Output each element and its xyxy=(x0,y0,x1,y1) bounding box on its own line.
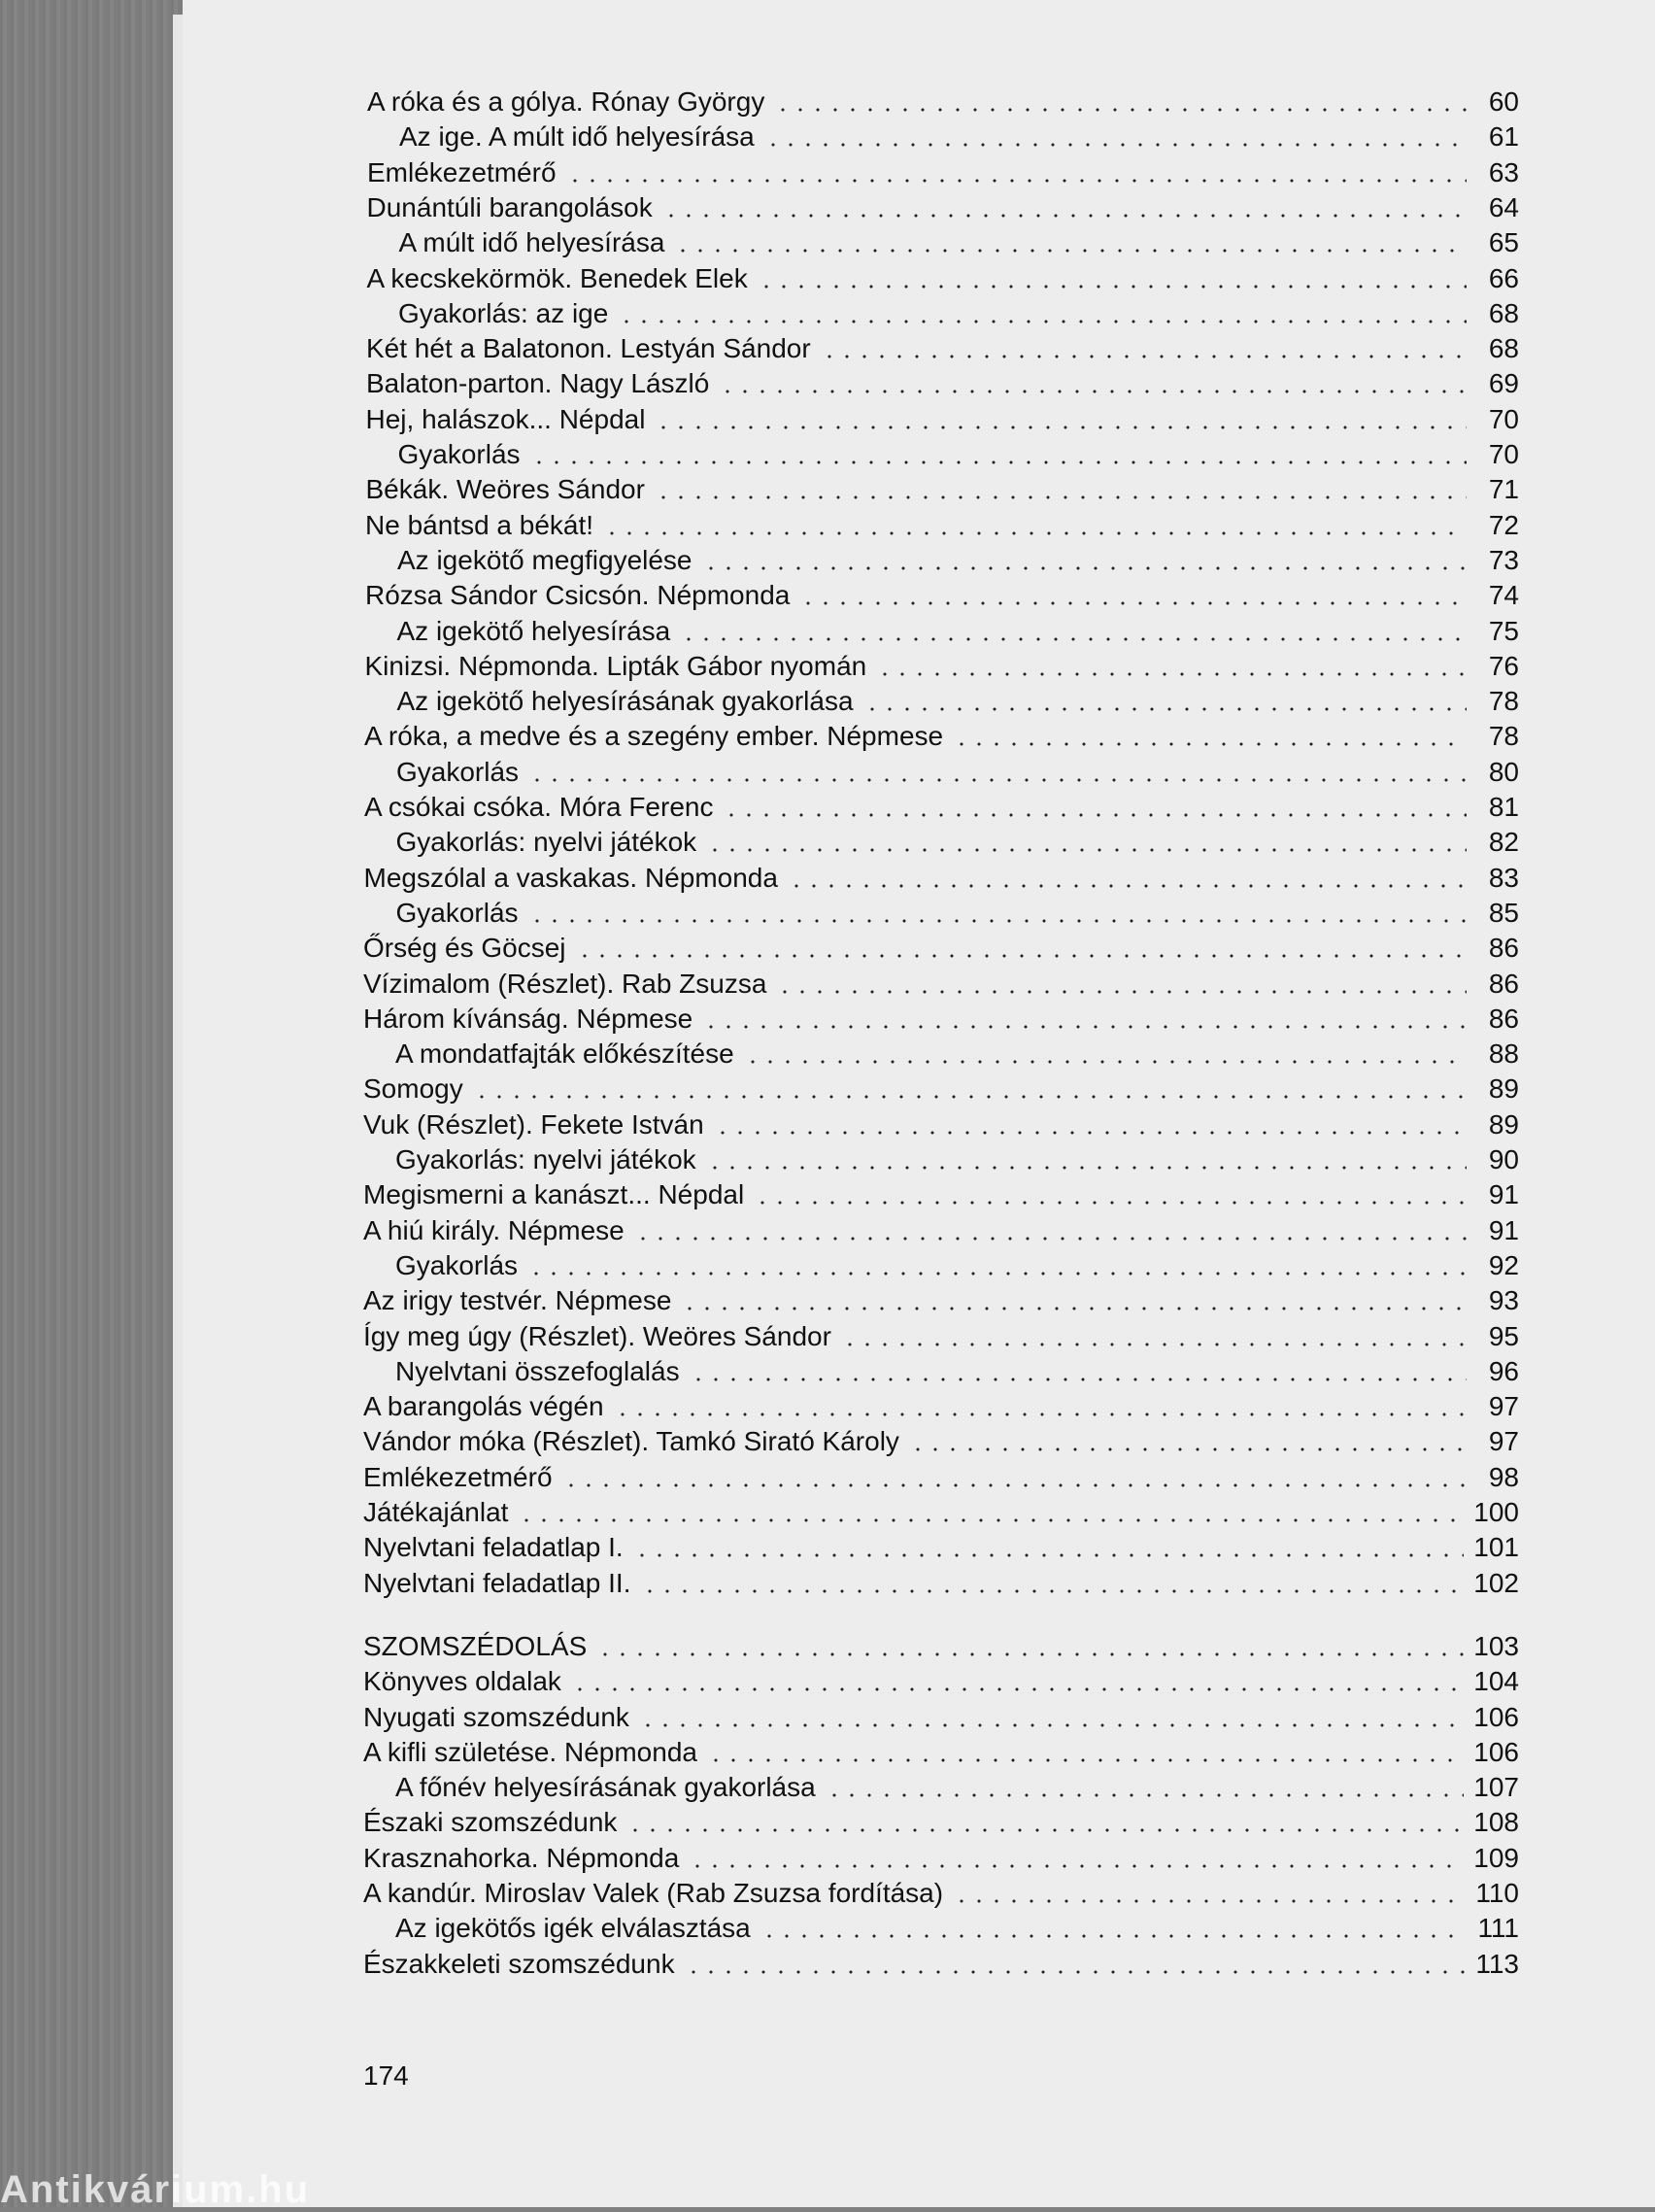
dot-leader xyxy=(702,565,1467,571)
toc-entry xyxy=(367,225,1520,260)
toc-entry xyxy=(365,543,1519,578)
toc-entry xyxy=(363,1876,1519,1911)
dot-leader xyxy=(528,777,1467,783)
toc-entry-page: 70 xyxy=(1488,439,1519,469)
table-of-contents xyxy=(183,0,1655,2207)
toc-entry-title: A róka, a medve és a szegény ember. Népmese xyxy=(364,721,944,752)
toc-entry-page: 80 xyxy=(1488,756,1519,787)
toc-entry-title: Gyakorlás xyxy=(395,1249,519,1280)
toc-entry xyxy=(363,1002,1519,1037)
dot-leader xyxy=(641,1588,1465,1594)
book-page xyxy=(183,0,1655,2207)
toc-entry xyxy=(365,508,1519,543)
toc-entry-page: 90 xyxy=(1488,1144,1519,1174)
toc-entry-title: Nyelvtani feladatlap I. xyxy=(363,1532,624,1563)
page-number: 174 xyxy=(363,2060,409,2091)
toc-entry xyxy=(367,119,1519,154)
toc-entry-title: Megismerni a kanászt... Népdal xyxy=(363,1179,745,1210)
toc-entry xyxy=(365,684,1520,719)
toc-entry xyxy=(363,1213,1519,1248)
toc-entry-title: Az igekötő megfigyelése xyxy=(397,544,692,575)
toc-entry-title: Három kívánság. Népmese xyxy=(363,1003,693,1034)
toc-entry xyxy=(363,1354,1519,1389)
toc-entry-page: 73 xyxy=(1488,544,1519,575)
toc-entry-title: Gyakorlás xyxy=(397,439,521,469)
dot-leader xyxy=(596,1651,1464,1657)
toc-entry-title: Megszólal a vaskakas. Népmonda xyxy=(363,862,778,893)
toc-entry xyxy=(363,967,1519,1002)
toc-entry-page: 100 xyxy=(1473,1497,1519,1527)
toc-entry xyxy=(367,85,1519,119)
toc-entry-title: A múlt idő helyesírása xyxy=(398,227,665,258)
toc-entry-title: Gyakorlás xyxy=(395,897,519,928)
toc-entry-page: 95 xyxy=(1488,1320,1519,1351)
dot-leader xyxy=(662,213,1467,219)
background-surface xyxy=(0,0,185,2207)
toc-entry xyxy=(364,825,1520,860)
dot-leader xyxy=(576,953,1467,959)
toc-entry xyxy=(366,437,1520,472)
toc-entry-title: Hej, halászok... Népdal xyxy=(365,403,646,434)
toc-entry-page: 83 xyxy=(1488,862,1519,893)
toc-entry-title: Gyakorlás: nyelvi játékok xyxy=(395,827,697,858)
toc-entry-title: Kinizsi. Népmonda. Lipták Gábor nyomán xyxy=(364,650,867,681)
toc-entry-page: 109 xyxy=(1473,1842,1519,1873)
toc-entry-page: 68 xyxy=(1488,297,1519,328)
dot-leader xyxy=(821,354,1467,359)
toc-entry-page: 65 xyxy=(1488,227,1519,258)
toc-entry-title: Északkeleti szomszédunk xyxy=(363,1948,675,1979)
toc-entry-page: 106 xyxy=(1473,1736,1519,1767)
toc-entry-page: 107 xyxy=(1473,1772,1519,1803)
toc-entry-title: Gyakorlás: nyelvi játékok xyxy=(395,1144,696,1174)
dot-leader xyxy=(562,1482,1467,1488)
toc-entry-page: 60 xyxy=(1488,86,1519,117)
toc-entry xyxy=(365,649,1520,684)
dot-leader xyxy=(841,1342,1467,1347)
dot-leader xyxy=(799,600,1467,606)
toc-entry-page: 91 xyxy=(1488,1214,1519,1245)
toc-entry-title: Az igekötő helyesírásának gyakorlása xyxy=(396,686,854,717)
dot-leader xyxy=(614,1412,1467,1417)
dot-leader xyxy=(634,1236,1467,1242)
toc-entry-page: 86 xyxy=(1488,1003,1519,1034)
toc-entry-title: Játékajánlat xyxy=(363,1497,509,1527)
toc-entry-page: 71 xyxy=(1488,474,1519,505)
toc-entry xyxy=(363,1911,1519,1946)
toc-entry-page: 101 xyxy=(1473,1532,1519,1563)
dot-leader xyxy=(774,107,1467,113)
toc-entry-title: Békák. Weöres Sándor xyxy=(365,474,645,505)
dot-leader xyxy=(689,1863,1464,1869)
toc-entry xyxy=(367,155,1519,190)
toc-entry xyxy=(366,472,1520,507)
dot-leader xyxy=(788,883,1467,889)
toc-entry-page: 108 xyxy=(1473,1807,1519,1838)
dot-leader xyxy=(626,1827,1464,1833)
dot-leader xyxy=(527,1271,1467,1276)
toc-entry-title: A mondatfajták előkészítése xyxy=(395,1038,734,1070)
dot-leader xyxy=(473,1094,1467,1100)
toc-entry xyxy=(363,1629,1519,1664)
toc-entry-page: 63 xyxy=(1488,156,1519,187)
dot-leader xyxy=(566,178,1467,184)
toc-entry xyxy=(365,578,1519,613)
toc-entry xyxy=(366,402,1520,437)
toc-entry-page: 91 xyxy=(1488,1179,1519,1210)
toc-entry-title: Vízimalom (Részlet). Rab Zsuzsa xyxy=(363,968,767,999)
dot-leader xyxy=(707,1757,1464,1763)
toc-entry-title: Somogy xyxy=(363,1073,463,1105)
dot-leader xyxy=(863,706,1467,712)
toc-entry-page: 74 xyxy=(1488,580,1519,611)
dot-leader xyxy=(702,1024,1467,1030)
toc-entry xyxy=(366,331,1519,366)
toc-entry-title: Nyelvtani összefoglalás xyxy=(395,1355,680,1386)
toc-entry xyxy=(363,1389,1519,1424)
toc-entry-page: 103 xyxy=(1473,1630,1519,1661)
toc-entry-title: Balaton-parton. Nagy László xyxy=(366,368,710,399)
toc-entry-page: 61 xyxy=(1488,121,1519,153)
dot-leader xyxy=(714,1130,1467,1136)
toc-entry-title: Őrség és Göcsej xyxy=(363,933,566,964)
toc-entry xyxy=(364,790,1519,825)
toc-entry-title: Gyakorlás xyxy=(396,756,520,787)
toc-entry xyxy=(364,896,1520,931)
toc-entry-title: Nyelvtani feladatlap II. xyxy=(363,1567,631,1598)
toc-entry-page: 81 xyxy=(1488,792,1519,822)
toc-entry xyxy=(363,1424,1519,1459)
toc-entry xyxy=(363,1072,1519,1106)
dot-leader xyxy=(674,248,1467,254)
dot-leader xyxy=(706,847,1467,853)
toc-entry-title: Dunántúli barangolások xyxy=(366,191,653,222)
toc-entry-title: Északi szomszédunk xyxy=(363,1807,618,1838)
watermark: Antikvárium.hu xyxy=(0,2168,311,2211)
toc-entry-page: 92 xyxy=(1488,1249,1519,1280)
toc-entry-page: 86 xyxy=(1488,968,1519,999)
toc-entry xyxy=(364,755,1519,790)
toc-entry xyxy=(366,296,1519,331)
toc-entry-page: 110 xyxy=(1475,1878,1519,1908)
toc-entry-page: 96 xyxy=(1488,1355,1519,1386)
dot-leader xyxy=(603,530,1467,536)
toc-entry-title: Vándor móka (Részlet). Tamkó Sirató Károly xyxy=(363,1426,899,1457)
toc-entry xyxy=(363,1248,1519,1283)
toc-entry-title: Így meg úgy (Részlet). Weöres Sándor xyxy=(363,1320,831,1351)
toc-entry-title: Az irigy testvér. Népmese xyxy=(363,1285,672,1316)
toc-entry-page: 102 xyxy=(1473,1567,1519,1598)
toc-entry xyxy=(363,1664,1519,1699)
toc-entry xyxy=(363,1283,1519,1318)
dot-leader xyxy=(680,636,1467,642)
dot-leader xyxy=(909,1446,1467,1452)
dot-leader xyxy=(530,459,1467,465)
toc-entry xyxy=(367,261,1520,296)
toc-entry-page: 106 xyxy=(1473,1701,1519,1732)
dot-leader xyxy=(760,1933,1467,1939)
toc-entry-title: Az igekötő helyesírása xyxy=(396,615,671,646)
toc-entry xyxy=(363,1495,1519,1530)
dot-leader xyxy=(953,1898,1466,1904)
toc-entry-title: Krasznahorka. Népmonda xyxy=(363,1842,680,1873)
toc-entry-title: Az ige. A múlt idő helyesírása xyxy=(399,121,755,153)
toc-entry-page: 70 xyxy=(1488,403,1519,434)
toc-entry-title: A csókai csóka. Móra Ferenc xyxy=(364,792,714,822)
dot-leader xyxy=(690,1377,1467,1382)
dot-leader xyxy=(876,671,1467,677)
toc-entry-page: 93 xyxy=(1488,1285,1519,1316)
toc-entry xyxy=(363,1735,1519,1770)
toc-entry-page: 64 xyxy=(1488,191,1519,222)
toc-entry xyxy=(364,719,1519,754)
toc-entry xyxy=(363,1841,1519,1876)
toc-entry-page: 78 xyxy=(1488,721,1519,752)
toc-entry-page: 97 xyxy=(1488,1426,1519,1457)
dot-leader xyxy=(719,389,1467,394)
toc-entry xyxy=(363,931,1519,966)
toc-entry-title: SZOMSZÉDOLÁS xyxy=(363,1630,588,1661)
toc-entry xyxy=(367,190,1520,225)
toc-entry-page: 75 xyxy=(1488,615,1519,646)
toc-entry xyxy=(366,366,1519,401)
toc-entry-title: Könyves oldalak xyxy=(363,1666,561,1697)
toc-entry xyxy=(363,1107,1519,1142)
dot-leader xyxy=(744,1059,1467,1065)
dot-leader xyxy=(776,989,1467,995)
toc-entry xyxy=(364,861,1520,896)
toc-entry-title: Az igekötős igék elválasztása xyxy=(395,1913,751,1944)
toc-entry-title: A hiú király. Népmese xyxy=(363,1214,625,1245)
toc-entry-page: 69 xyxy=(1488,368,1519,399)
dot-leader xyxy=(706,1165,1467,1171)
dot-leader xyxy=(764,142,1467,148)
toc-entry-title: A főnév helyesírásának gyakorlása xyxy=(395,1772,816,1803)
toc-entry-title: A kifli születése. Népmonda xyxy=(363,1736,697,1767)
dot-leader xyxy=(655,425,1467,430)
toc-entry-title: Nyugati szomszédunk xyxy=(363,1701,629,1732)
dot-leader xyxy=(685,1969,1467,1975)
toc-entry-page: 76 xyxy=(1488,650,1519,681)
dot-leader xyxy=(571,1686,1464,1692)
toc-entry-page: 89 xyxy=(1488,1108,1519,1140)
dot-leader xyxy=(953,741,1467,747)
dot-leader xyxy=(723,812,1467,818)
toc-entry-title: A barangolás végén xyxy=(363,1391,604,1422)
dot-leader xyxy=(826,1792,1465,1798)
dot-leader xyxy=(758,284,1467,289)
toc-entry xyxy=(363,1947,1519,1982)
dot-leader xyxy=(655,494,1467,500)
toc-entry xyxy=(363,1037,1519,1072)
toc-entry-page: 89 xyxy=(1488,1073,1519,1105)
toc-entry xyxy=(363,1142,1519,1177)
toc-entry-page: 68 xyxy=(1488,333,1519,364)
toc-entry-title: A kecskekörmök. Benedek Elek xyxy=(366,262,748,293)
toc-entry xyxy=(365,614,1520,649)
toc-entry xyxy=(363,1319,1519,1354)
toc-entry xyxy=(363,1700,1519,1735)
toc-entry xyxy=(363,1566,1519,1601)
toc-entry-title: Ne bántsd a békát! xyxy=(365,509,594,540)
dot-leader xyxy=(681,1306,1467,1311)
dot-leader xyxy=(618,319,1467,324)
toc-entry xyxy=(363,1530,1519,1565)
toc-entry-page: 66 xyxy=(1488,262,1519,293)
toc-entry-title: Két hét a Balatonon. Lestyán Sándor xyxy=(366,333,811,364)
toc-entry-page: 82 xyxy=(1488,827,1519,858)
toc-entry xyxy=(363,1805,1519,1840)
toc-entry-page: 111 xyxy=(1477,1913,1519,1944)
toc-entry-title: A róka és a gólya. Rónay György xyxy=(367,86,765,117)
toc-entry-page: 104 xyxy=(1473,1666,1519,1697)
dot-leader xyxy=(639,1722,1464,1728)
toc-entry-page: 72 xyxy=(1488,509,1519,540)
toc-entry-title: Gyakorlás: az ige xyxy=(398,297,609,328)
toc-entry-page: 113 xyxy=(1475,1948,1519,1979)
toc-entry-page: 78 xyxy=(1488,686,1519,717)
toc-entry xyxy=(363,1770,1519,1805)
toc-entry-page: 97 xyxy=(1488,1391,1519,1422)
toc-entry-title: Emlékezetmérő xyxy=(363,1461,553,1492)
dot-leader xyxy=(528,918,1467,924)
toc-entry-page: 88 xyxy=(1488,1038,1519,1070)
dot-leader xyxy=(518,1517,1464,1523)
dot-leader xyxy=(754,1200,1467,1206)
toc-entry-page: 85 xyxy=(1488,897,1519,928)
toc-entry-title: A kandúr. Miroslav Valek (Rab Zsuzsa fordítása) xyxy=(363,1878,944,1908)
toc-entry-page: 98 xyxy=(1488,1461,1519,1492)
dot-leader xyxy=(633,1552,1465,1558)
toc-entry xyxy=(363,1460,1519,1495)
toc-entry-title: Vuk (Részlet). Fekete István xyxy=(363,1108,704,1140)
toc-entry-title: Emlékezetmérő xyxy=(367,156,557,187)
toc-entry-page: 86 xyxy=(1488,933,1519,964)
toc-entry-title: Rózsa Sándor Csicsón. Népmonda xyxy=(365,580,791,611)
toc-entry xyxy=(363,1177,1519,1212)
